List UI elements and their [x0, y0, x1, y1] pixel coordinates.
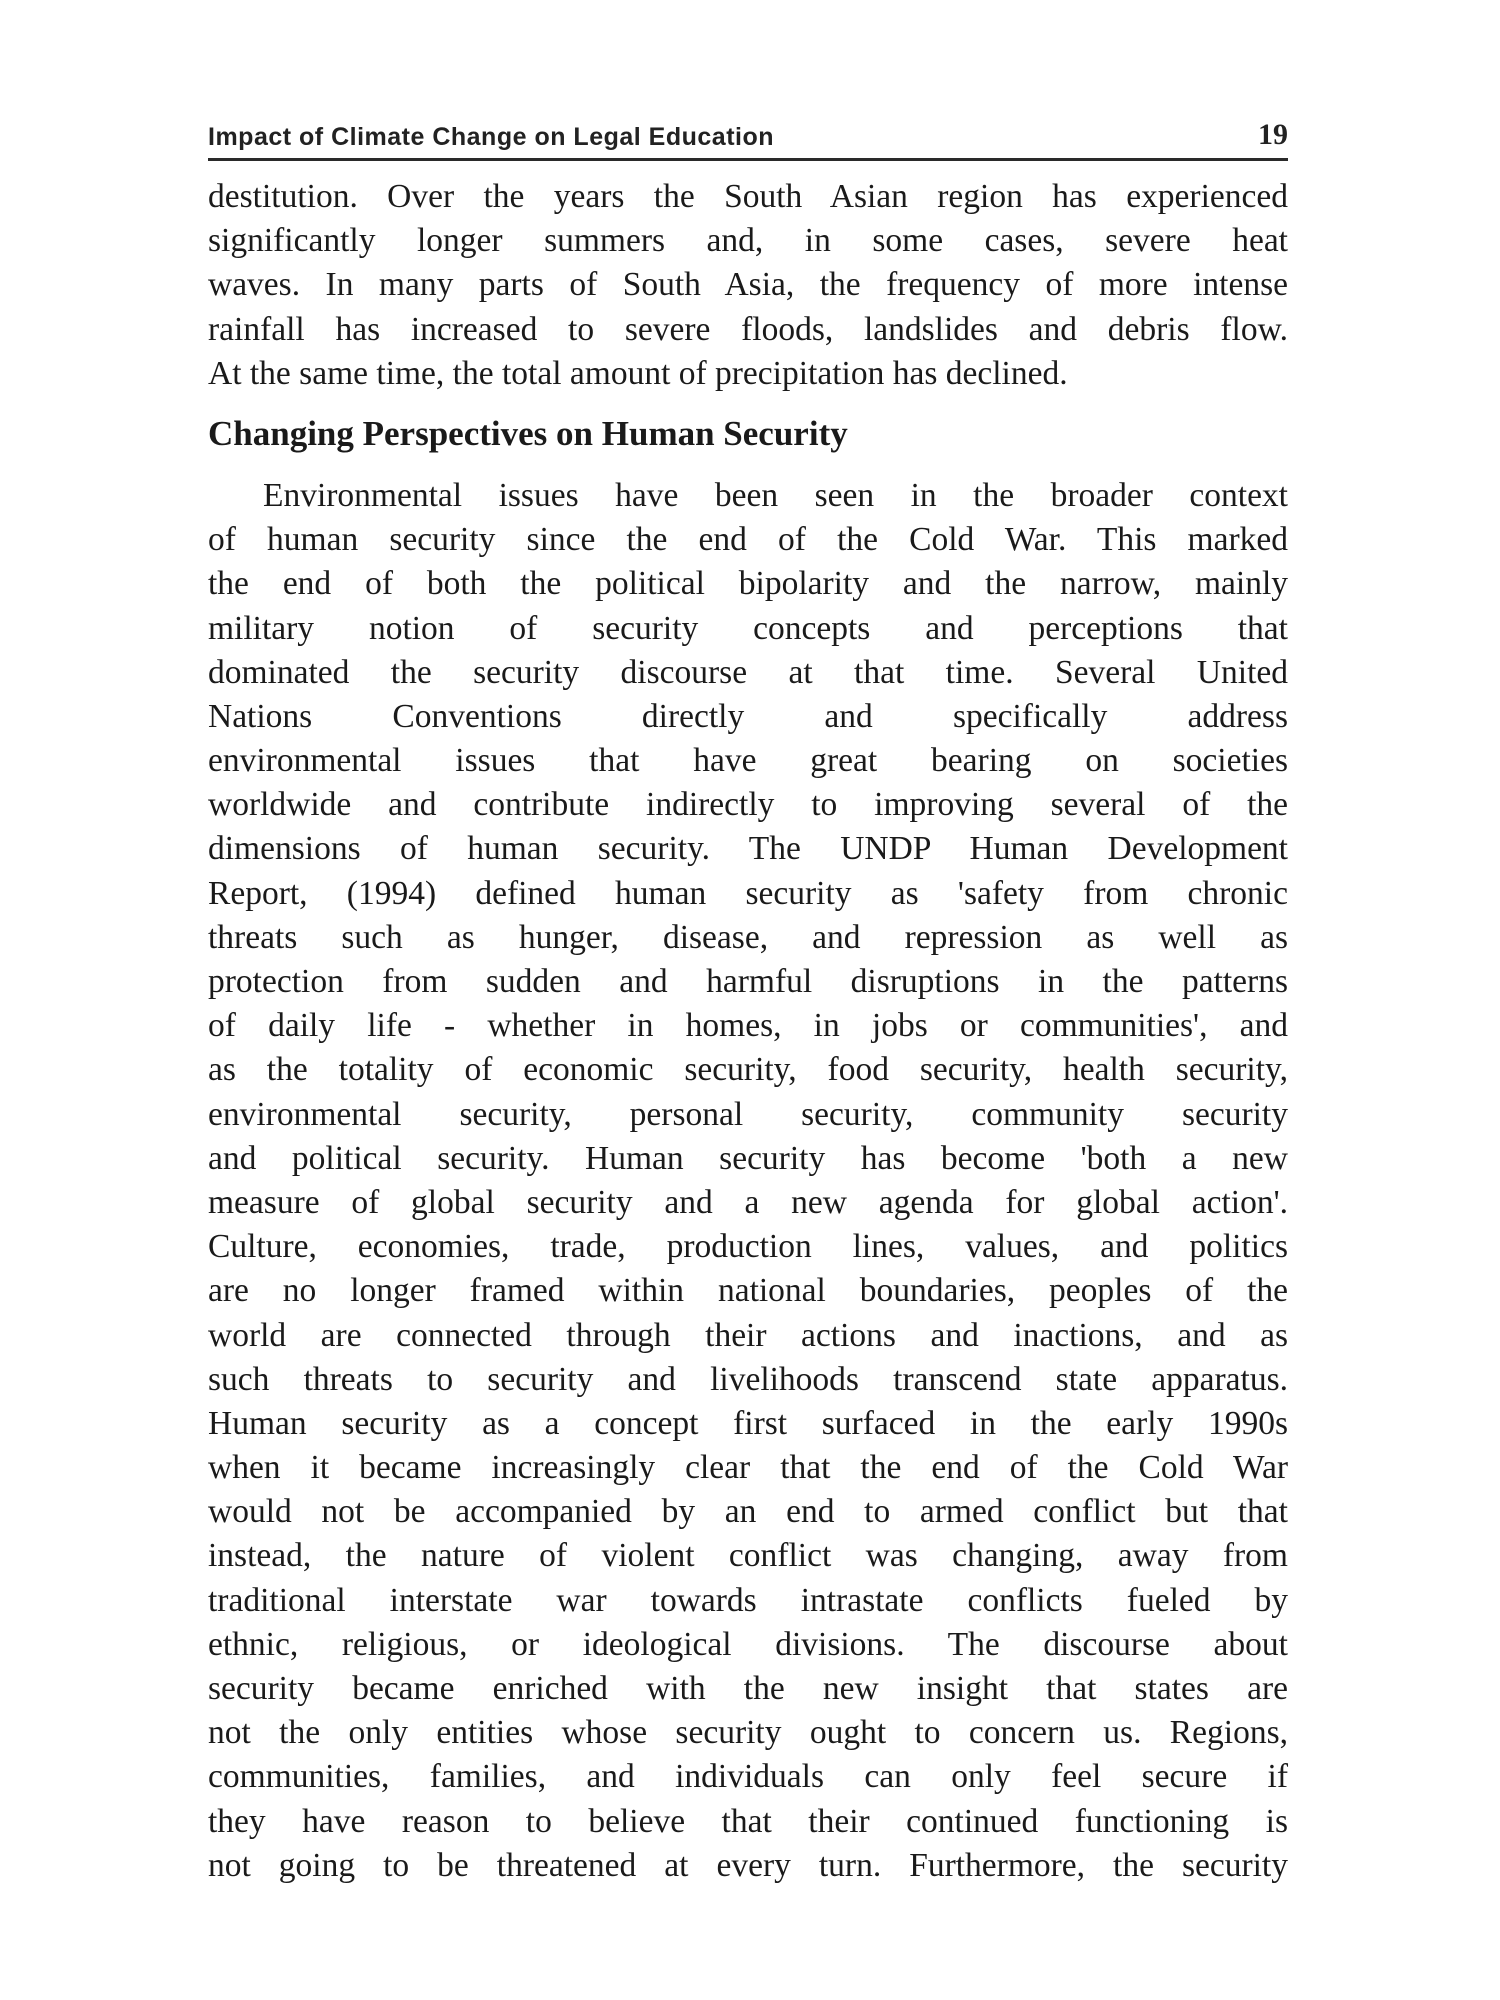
text-line: threats such as hunger, disease, and repression as well as: [208, 918, 1288, 956]
text-line: such threats to security and livelihoods transcend state apparatus.: [208, 1360, 1288, 1398]
text-line: At the same time, the total amount of precipitation has declined.: [208, 354, 1068, 392]
text-line: Nations Conventions directly and specifically address: [208, 697, 1288, 735]
text-line: destitution. Over the years the South Asian region has experienced: [208, 178, 1288, 215]
text-line: they have reason to believe that their continued functioning is: [208, 1802, 1288, 1840]
text-line: worldwide and contribute indirectly to improving several of the: [208, 786, 1288, 824]
text-line: of human security since the end of the Cold War. This marked: [208, 521, 1288, 559]
text-line: Culture, economies, trade, production lines, values, and politics: [208, 1228, 1288, 1266]
text-line: protection from sudden and harmful disruptions in the patterns: [208, 963, 1288, 1000]
text-line: military notion of security concepts and perceptions that: [208, 609, 1288, 647]
running-title: Impact of Climate Change on Legal Education: [208, 123, 775, 151]
text-line: environmental issues that have great bearing on societies: [208, 742, 1288, 780]
text-line: as the totality of economic security, food security, health security,: [208, 1051, 1288, 1089]
text-line: world are connected through their actions and inactions, and as: [208, 1316, 1288, 1354]
section-heading: Changing Perspectives on Human Security: [208, 413, 848, 453]
text-line: ethnic, religious, or ideological divisions. The discourse about: [208, 1625, 1288, 1663]
text-line: measure of global security and a new agenda for global action'.: [208, 1183, 1288, 1221]
text-line: instead, the nature of violent conflict was changing, away from: [208, 1537, 1288, 1575]
text-line: when it became increasingly clear that the end of the Cold War: [208, 1449, 1288, 1487]
text-line: the end of both the political bipolarity and the narrow, mainly: [208, 565, 1288, 603]
section-paragraph: [208, 474, 1288, 1888]
text-line: not the only entities whose security ought to concern us. Regions,: [208, 1714, 1288, 1752]
text-line: Report, (1994) defined human security as 'safety from chronic: [208, 874, 1288, 912]
running-header: [208, 110, 1288, 161]
text-line: dimensions of human security. The UNDP Human Development: [208, 830, 1288, 868]
text-line: traditional interstate war towards intrastate conflicts fueled by: [208, 1581, 1288, 1619]
text-line: are no longer framed within national boundaries, peoples of the: [208, 1272, 1288, 1310]
text-line: and political security. Human security has become 'both a new: [208, 1139, 1288, 1177]
text-line: Environmental issues have been seen in the broader context: [263, 476, 1288, 514]
text-line: security became enriched with the new insight that states are: [208, 1670, 1288, 1707]
text-line: Human security as a concept first surfaced in the early 1990s: [208, 1404, 1288, 1442]
text-line: of daily life - whether in homes, in jobs or communities', and: [208, 1007, 1288, 1045]
text-line: significantly longer summers and, in some cases, severe heat: [208, 222, 1288, 260]
text-line: dominated the security discourse at that time. Several United: [208, 653, 1288, 691]
intro-paragraph: [208, 175, 1288, 396]
text-line: communities, families, and individuals can only feel secure if: [208, 1758, 1288, 1796]
text-line: not going to be threatened at every turn. Furthermore, the security: [208, 1846, 1288, 1884]
text-line: environmental security, personal security, community security: [208, 1095, 1288, 1133]
text-line: waves. In many parts of South Asia, the frequency of more intense: [208, 266, 1288, 304]
book-page: [208, 110, 1288, 1888]
text-line: would not be accompanied by an end to armed conflict but that: [208, 1493, 1288, 1531]
page-number: 19: [1258, 118, 1288, 151]
text-line: rainfall has increased to severe floods, landslides and debris flow.: [208, 310, 1288, 348]
